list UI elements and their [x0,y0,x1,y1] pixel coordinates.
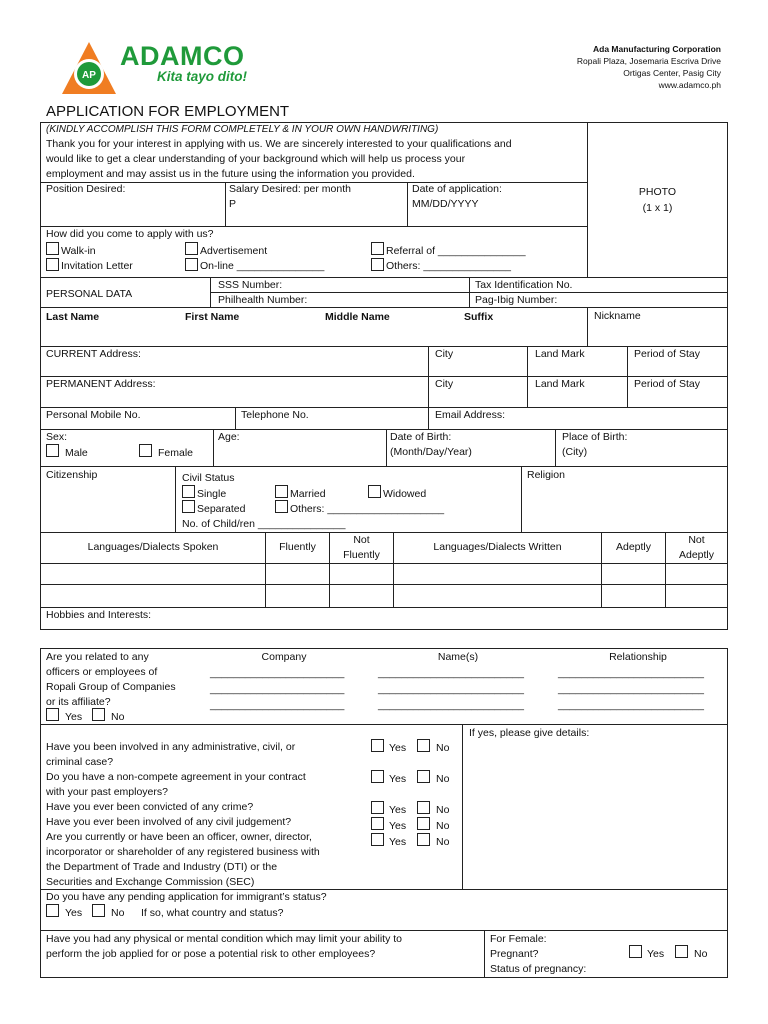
dob-label: Date of Birth: [390,431,452,443]
salary-desired-label: Salary Desired: per month [229,183,351,195]
logo-name: ADAMCO [120,41,245,71]
judgement-no-label: No [436,820,450,832]
names-blank-1[interactable]: _________________________ [378,667,524,679]
position-desired-label: Position Desired: [46,183,126,195]
convicted-yes-label: Yes [389,804,407,816]
pregnant-yes-checkbox[interactable] [629,945,642,958]
noncompete-no-checkbox[interactable] [417,770,430,783]
mobile-label: Personal Mobile No. [46,409,141,421]
company-blank-3[interactable]: _______________________ [210,699,345,711]
photo-box[interactable] [588,123,727,277]
salary-prefix[interactable]: P [229,198,237,210]
referral-label: Referral of _______________ [386,245,526,257]
company-address-1: Ropali Plaza, Josemaria Escriva Drive [576,56,721,66]
widowed-checkbox[interactable] [368,485,381,498]
current-address-label: CURRENT Address: [46,348,141,360]
others-checkbox[interactable] [371,258,384,271]
question-officer-4: Securities and Exchange Commission (SEC) [46,876,255,888]
separated-label: Separated [197,503,246,515]
relationship-header: Relationship [609,651,667,663]
referral-checkbox[interactable] [371,242,384,255]
immigrant-no-checkbox[interactable] [92,904,105,917]
for-female-label: For Female: [490,933,547,945]
question-noncompete-2: with your past employers? [46,786,168,798]
adeptly-header: Adeptly [615,541,652,553]
officer-no-label: No [436,836,450,848]
intro-line-3: employment and may assist us in the future using the information you provided. [46,168,415,180]
not-fluently-header-2: Fluently [343,549,380,561]
male-checkbox[interactable] [46,444,59,457]
sex-label: Sex: [46,431,68,443]
judgement-yes-label: Yes [389,820,407,832]
case-no-label: No [436,742,450,754]
position-desired-field[interactable] [41,196,224,226]
pob-format: (City) [562,446,588,458]
advertisement-checkbox[interactable] [185,242,198,255]
question-officer-1: Are you currently or have been an officer, owner, director, [46,831,312,843]
company-header: Company [261,651,307,663]
sss-label: SSS Number: [218,279,283,291]
nickname-label: Nickname [594,310,641,322]
question-convicted: Have you ever been convicted of any crime? [46,801,254,813]
related-line-4: or its affiliate? [46,696,111,708]
names-header: Name(s) [437,651,479,663]
company-address-2: Ortigas Center, Pasig City [623,68,721,78]
pregnant-yes-label: Yes [647,948,665,960]
fluently-header: Fluently [279,541,316,553]
civil-status-label: Civil Status [182,472,235,484]
officer-no-checkbox[interactable] [417,833,430,846]
permanent-city-label: City [435,378,454,390]
children-label: No. of Child/ren _______________ [182,518,346,530]
question-officer-2: incorporator or shareholder of any registered business with [46,846,320,858]
walk-in-label: Walk-in [61,245,96,257]
if-yes-details-label: If yes, please give details: [469,727,590,739]
current-city-label: City [435,348,454,360]
separated-checkbox[interactable] [182,500,195,513]
judgement-no-checkbox[interactable] [417,817,430,830]
lang-spoken-header: Languages/Dialects Spoken [87,541,219,553]
not-adeptly-header-2: Adeptly [678,549,715,561]
question-physical-2: perform the job applied for or pose a potential risk to other employees? [46,948,376,960]
question-case-1: Have you been involved in any administrative, civil, or [46,741,296,753]
others-label: Others: _______________ [386,260,511,272]
date-of-application-field[interactable]: MM/DD/YYYY [412,198,479,210]
intro-line-1: Thank you for your interest in applying with us. We are sincerely interested to your qualifications and [46,138,512,150]
current-period-label: Period of Stay [634,348,700,360]
how-apply-label: How did you come to apply with us? [46,228,214,240]
civil-others-checkbox[interactable] [275,500,288,513]
married-label: Married [290,488,326,500]
photo-size: (1 x 1) [642,202,673,214]
first-name-label: First Name [185,311,240,323]
relationship-blank-2[interactable]: _________________________ [558,683,704,695]
permanent-period-label: Period of Stay [634,378,700,390]
related-line-3: Ropali Group of Companies [46,681,176,693]
suffix-label: Suffix [464,311,494,323]
company-website: www.adamco.ph [658,80,721,90]
civil-others-label: Others: ____________________ [290,503,445,515]
company-blank-2[interactable]: _______________________ [210,683,345,695]
pob-label: Place of Birth: [562,431,628,443]
pregnant-no-checkbox[interactable] [675,945,688,958]
question-judgement: Have you ever been involved of any civil judgement? [46,816,292,828]
pregnant-no-label: No [694,948,708,960]
noncompete-yes-checkbox[interactable] [371,770,384,783]
case-no-checkbox[interactable] [417,739,430,752]
question-case-2: criminal case? [46,756,114,768]
pregnant-label: Pregnant? [490,948,539,960]
page-title: APPLICATION FOR EMPLOYMENT [46,103,290,120]
company-name: Ada Manufacturing Corporation [593,44,721,54]
age-label: Age: [218,431,240,443]
judgement-yes-checkbox[interactable] [371,817,384,830]
convicted-no-checkbox[interactable] [417,801,430,814]
religion-label: Religion [527,469,565,481]
invitation-letter-label: Invitation Letter [61,260,133,272]
email-label: Email Address: [435,409,506,421]
question-physical-1: Have you had any physical or mental condition which may limit your ability to [46,933,403,945]
question-officer-3: the Department of Trade and Industry (DTI) or the [46,861,278,873]
immigrant-yes-label: Yes [65,907,83,919]
officer-yes-checkbox[interactable] [371,833,384,846]
last-name-label: Last Name [46,311,100,323]
related-yes-checkbox[interactable] [46,708,59,721]
female-checkbox[interactable] [139,444,152,457]
walk-in-checkbox[interactable] [46,242,59,255]
convicted-no-label: No [436,804,450,816]
related-yes-label: Yes [65,711,83,723]
online-checkbox[interactable] [185,258,198,271]
tin-label: Tax Identification No. [475,279,573,291]
permanent-address-label: PERMANENT Address: [46,378,156,390]
relationship-blank-3[interactable]: _________________________ [558,699,704,711]
logo-letters: AP [82,70,96,81]
immigrant-no-label: No [111,907,125,919]
intro-line-2: would like to get a clear understanding of your background which will help us process your [46,153,466,165]
telephone-label: Telephone No. [241,409,309,421]
current-landmark-label: Land Mark [535,348,585,360]
hobbies-label: Hobbies and Interests: [46,609,152,621]
immigrant-yes-checkbox[interactable] [46,904,59,917]
middle-name-label: Middle Name [325,311,390,323]
relationship-blank-1[interactable]: _________________________ [558,667,704,679]
names-blank-3[interactable]: _________________________ [378,699,524,711]
widowed-label: Widowed [383,488,427,500]
convicted-yes-checkbox[interactable] [371,801,384,814]
married-checkbox[interactable] [275,485,288,498]
noncompete-yes-label: Yes [389,773,407,785]
related-no-checkbox[interactable] [92,708,105,721]
not-adeptly-header-1: Not [688,534,705,546]
date-of-application-label: Date of application: [412,183,502,195]
citizenship-label: Citizenship [46,469,98,481]
photo-label: PHOTO [638,186,677,198]
company-blank-1[interactable]: _______________________ [210,667,345,679]
officer-yes-label: Yes [389,836,407,848]
immigrant-if-so-label: If so, what country and status? [141,907,284,919]
question-immigrant: Do you have any pending application for immigrant’s status? [46,891,327,903]
male-label: Male [65,447,88,459]
case-yes-label: Yes [389,742,407,754]
pagibig-label: Pag-Ibig Number: [475,294,558,306]
single-label: Single [197,488,227,500]
logo-tagline: Kita tayo dito! [157,69,247,84]
online-label: On-line _______________ [200,260,325,272]
single-checkbox[interactable] [182,485,195,498]
lang-written-header: Languages/Dialects Written [433,541,562,553]
invitation-letter-checkbox[interactable] [46,258,59,271]
company-logo [58,40,120,98]
names-blank-2[interactable]: _________________________ [378,683,524,695]
noncompete-no-label: No [436,773,450,785]
related-no-label: No [111,711,125,723]
advertisement-label: Advertisement [200,245,268,257]
related-line-2: officers or employees of [46,666,158,678]
dob-format: (Month/Day/Year) [390,446,472,458]
permanent-landmark-label: Land Mark [535,378,585,390]
form-instruction: (KINDLY ACCOMPLISH THIS FORM COMPLETELY & IN YOUR OWN HANDWRITING) [46,124,439,135]
case-yes-checkbox[interactable] [371,739,384,752]
not-fluently-header-1: Not [353,534,370,546]
philhealth-label: Philhealth Number: [218,294,308,306]
pregnancy-status-label: Status of pregnancy: [490,963,587,975]
personal-data-heading: PERSONAL DATA [46,288,133,300]
related-line-1: Are you related to any [46,651,149,663]
female-label: Female [158,447,194,459]
question-noncompete-1: Do you have a non-compete agreement in your contract [46,771,306,783]
